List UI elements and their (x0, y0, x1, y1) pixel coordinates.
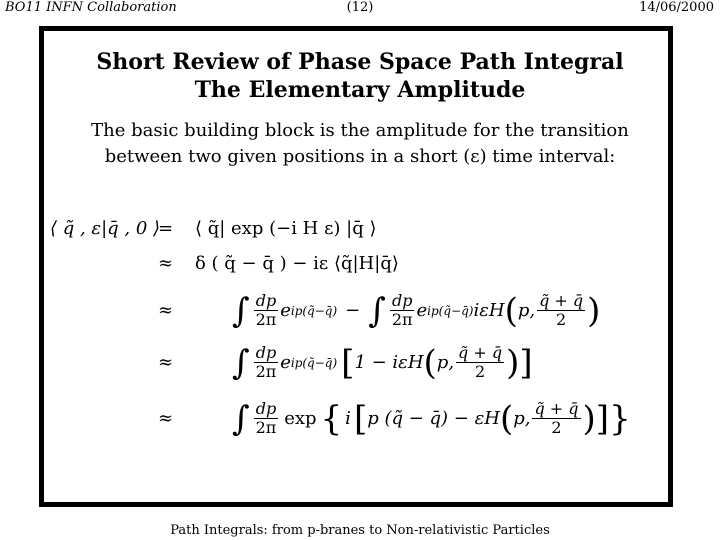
exponent-phase: ip(q̃−q̄) (290, 303, 338, 318)
intro-line-2: between two given positions in a short (ε) time interval: (104, 146, 616, 167)
title-line-1: Short Review of Phase Space Path Integral (96, 49, 624, 75)
exponent-phase: ip(q̃−q̄) (290, 355, 338, 370)
footer-text: Path Integrals: from p-branes to Non-relativistic Particles (170, 523, 550, 538)
eq-rhs-1: ⟨ q̃| exp (−i H ε) |q̄ ⟩ (195, 218, 377, 239)
header-page-number: (12) (346, 0, 374, 15)
integral-sign: ∫ (232, 342, 250, 383)
title-line-2: The Elementary Amplitude (194, 77, 526, 103)
eq-rhs-3: ∫ $\frac{dp}{2\pi}$ e ip(q̃−q̄) − ∫ $\frac{dp}{2\pi}$ e ip(q̃−q̄) iεH ( p, $\frac{q̃ + q̄}{2}$ ) (232, 290, 601, 331)
fraction-q-average: $\frac{q̃ + q̄}{2}$ (539, 291, 584, 329)
header-date: 14/06/2000 (639, 0, 714, 15)
eq-rhs-4: ∫ $\frac{dp}{2\pi}$ e ip(q̃−q̄) [ 1 − iεH ( p, $\frac{q̃ + q̄}{2}$ ) ] (232, 342, 533, 383)
fraction-dp-2pi: $\frac{dp}{2\pi}$ (255, 343, 277, 381)
eq-equal-sign: = (158, 218, 174, 239)
fraction-dp-2pi: $\frac{dp}{2\pi}$ (255, 399, 277, 437)
fraction-q-average: $\frac{q̃ + q̄}{2}$ (534, 399, 579, 437)
eq-approx-sign: ≈ (158, 253, 174, 274)
intro-text (0, 118, 720, 170)
p-diff-term: p (q̃ − q̄) − εH (367, 408, 500, 429)
p-comma: p, (517, 300, 536, 321)
p-comma: p, (436, 352, 455, 373)
minus-sign: − (345, 300, 361, 321)
fraction-dp-2pi: $\frac{dp}{2\pi}$ (391, 291, 413, 329)
exp-word: exp (284, 408, 317, 429)
eq-approx-sign: ≈ (158, 352, 174, 373)
slide-title (0, 48, 720, 104)
one-minus-i-eps-H: 1 − iεH (354, 352, 424, 373)
fraction-dp-2pi: $\frac{dp}{2\pi}$ (255, 291, 277, 329)
integral-sign: ∫ (232, 290, 250, 331)
fraction-q-average: $\frac{q̃ + q̄}{2}$ (458, 343, 503, 381)
eq-rhs-2: δ ( q̃ − q̄ ) − iε ⟨q̃|H|q̄⟩ (195, 253, 399, 274)
i-eps-H: iεH (473, 300, 505, 321)
i-letter: i (345, 408, 351, 429)
intro-line-1: The basic building block is the amplitude for the transition (91, 120, 629, 141)
exponent-phase: ip(q̃−q̄) (427, 303, 474, 318)
p-comma: p, (513, 408, 531, 429)
integral-sign: ∫ (232, 398, 250, 439)
header-collaboration: BO11 INFN Collaboration (5, 0, 177, 15)
integral-sign: ∫ (368, 290, 386, 331)
eq-rhs-5: ∫ $\frac{dp}{2\pi}$ exp { i [ p (q̃ − q̄) − εH ( p, $\frac{q̃ + q̄}{2}$ ) ] } (232, 398, 631, 439)
eq-approx-sign: ≈ (158, 408, 174, 429)
eq-approx-sign: ≈ (158, 300, 174, 321)
eq-lhs: ⟨ q̃ , ε|q̄ , 0 ⟩ (50, 218, 161, 239)
